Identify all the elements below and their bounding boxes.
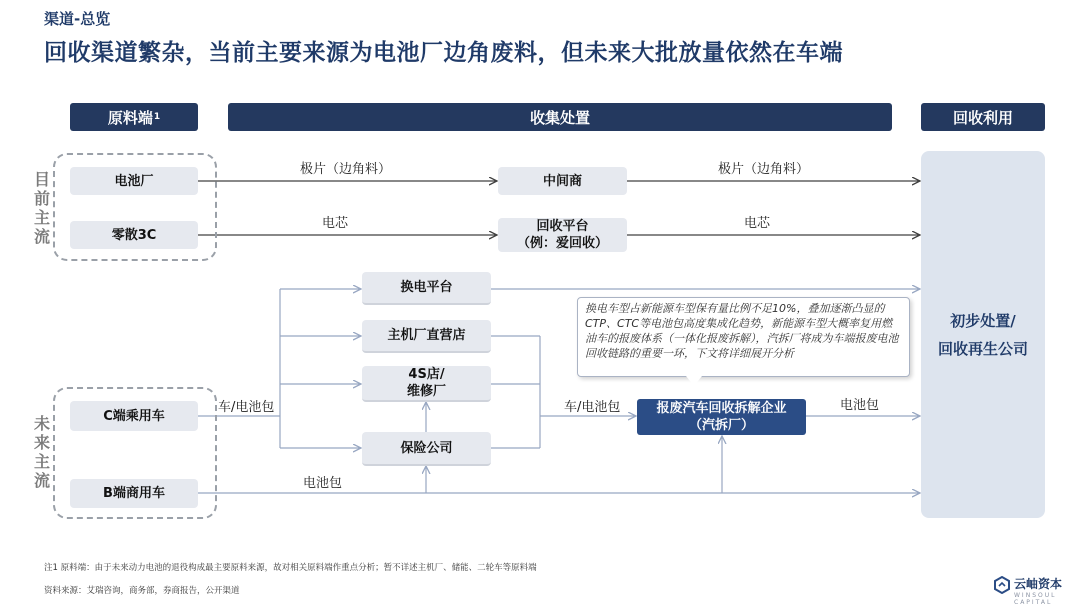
column-header-raw-label: 原料端 xyxy=(107,108,153,127)
flow-label-cell-2: 电芯 xyxy=(744,216,771,231)
node-c-end-car: C端乘用车 xyxy=(70,401,198,431)
flow-label-pack-1: 电池包 xyxy=(840,398,880,413)
node-recycle-platform-line1: 回收平台 xyxy=(536,219,589,234)
group-label-future xyxy=(32,414,52,490)
node-scattered-3c: 零散3C xyxy=(70,221,198,249)
node-oem-store: 主机厂直营店 xyxy=(362,320,491,353)
footnote-marker: 1 xyxy=(153,112,161,122)
column-header-collect: 收集处置 xyxy=(228,103,892,131)
node-4s-shop-line2: 维修厂 xyxy=(406,384,446,399)
callout-tail xyxy=(686,376,702,386)
node-dismantler-line2: （汽拆厂） xyxy=(688,418,754,433)
section-label: 渠道-总览 xyxy=(44,10,111,28)
flow-label-car-pack-2: 车/电池包 xyxy=(564,400,621,415)
node-4s-shop-line1: 4S店/ xyxy=(408,367,445,382)
node-insurance: 保险公司 xyxy=(362,432,491,466)
node-recycling-company xyxy=(921,151,1045,518)
node-middleman: 中间商 xyxy=(498,167,627,195)
group-label-future-text: 未 来 主 流 xyxy=(33,414,50,490)
callout-note: 换电车型占新能源车型保有量比例不足10%，叠加逐渐凸显的CTP、CTC等电池包高度集成化趋势，新能源车型大概率复用燃油车的报废体系（一体化报废拆解），汽拆厂将成为车端报废电池回收链路的重要一环，下文将详细展开分析 xyxy=(577,297,910,377)
node-dismantler xyxy=(637,399,806,435)
flow-label-pack-2: 电池包 xyxy=(303,476,343,491)
flow-label-cell-1: 电芯 xyxy=(322,216,349,231)
brand-subtitle: WINSOUL CAPITAL xyxy=(1014,592,1057,606)
column-header-recycle: 回收利用 xyxy=(921,103,1045,131)
brand-logo-icon xyxy=(994,576,1010,594)
node-recycling-company-line1: 初步处置/ xyxy=(950,311,1016,330)
group-label-current-text: 目 前 主 流 xyxy=(33,170,50,246)
flow-label-scrap-2: 极片（边角料） xyxy=(718,162,810,177)
footnote: 注1 原料端：由于未来动力电池的退役构成最主要原料来源，故对相关原料端作重点分析；暂不详述主机厂、储能、二轮车等原料端 xyxy=(44,563,537,573)
node-recycling-company-line2: 回收再生公司 xyxy=(937,339,1028,358)
node-recycle-platform xyxy=(498,218,627,252)
flow-label-scrap-1: 极片（边角料） xyxy=(300,162,392,177)
node-b-end-car: B端商用车 xyxy=(70,479,198,508)
source-note: 资料来源：艾瑞咨询，商务部，券商报告，公开渠道 xyxy=(44,586,240,596)
node-dismantler-line1: 报废汽车回收拆解企业 xyxy=(656,401,787,416)
node-4s-shop xyxy=(362,366,491,402)
node-battery-factory: 电池厂 xyxy=(70,167,198,195)
group-label-current xyxy=(32,170,52,246)
page-title: 回收渠道繁杂，当前主要来源为电池厂边角废料，但未来大批放量依然在车端 xyxy=(44,40,843,66)
flow-label-car-pack-1: 车/电池包 xyxy=(218,400,275,415)
node-swap-platform: 换电平台 xyxy=(362,272,491,305)
brand-name: 云岫资本 xyxy=(1014,577,1063,591)
node-recycle-platform-line2: （例：爱回收） xyxy=(516,236,608,251)
